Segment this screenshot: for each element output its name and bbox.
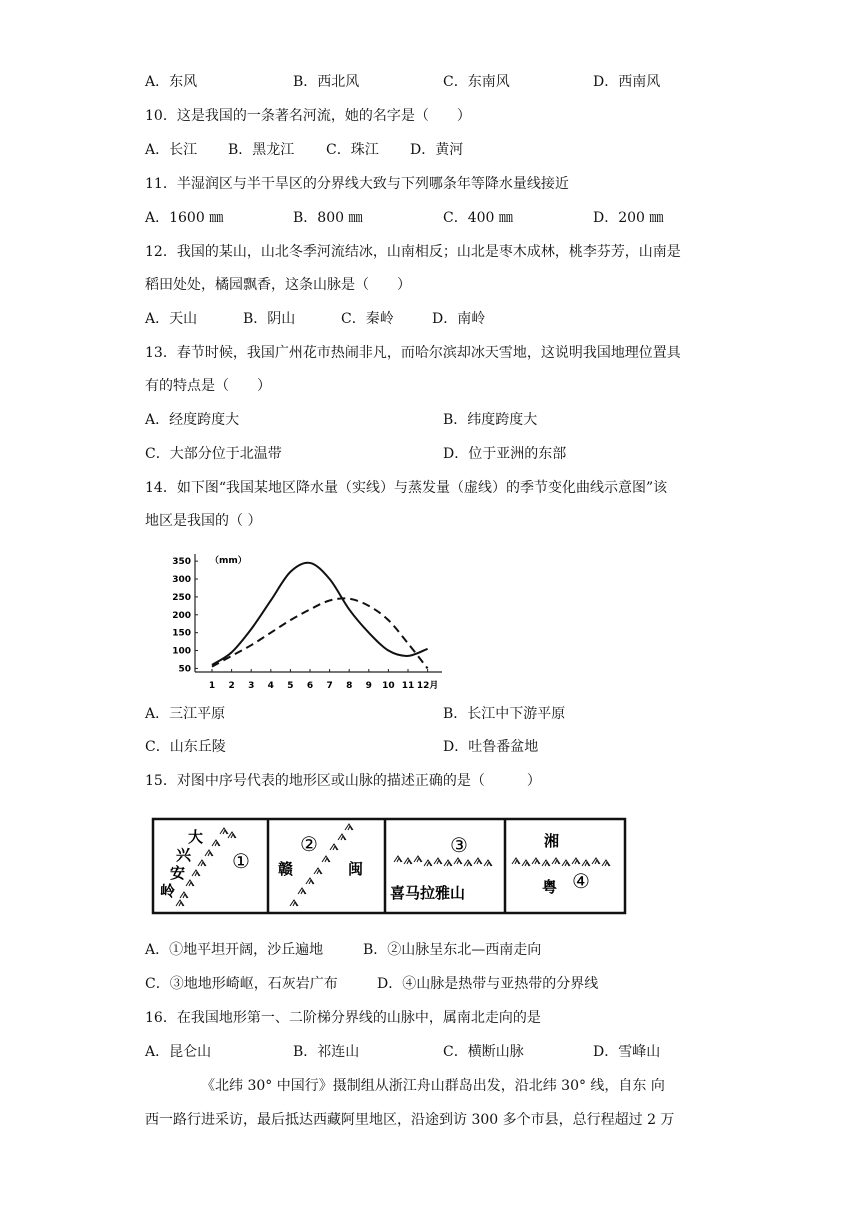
y-tick-label: 50 bbox=[178, 664, 191, 675]
q13-stem-line1: 13．春节时候，我国广州花市热闹非凡，而哈尔滨却冰天雪地，这说明我国地理位置具 bbox=[145, 345, 681, 361]
terrain-panels-figure bbox=[150, 816, 628, 916]
q15-stem: 15．对图中序号代表的地形区或山脉的描述正确的是（ ） bbox=[145, 773, 541, 789]
q12-option-a: A．天山 bbox=[145, 311, 198, 327]
q16-option-a: A．昆仑山 bbox=[145, 1044, 212, 1060]
panel-1-char-2: 兴 bbox=[176, 846, 192, 864]
q10-option-c: C．珠江 bbox=[326, 142, 379, 158]
q9-option-c: C．东南风 bbox=[443, 74, 510, 90]
precipitation-line bbox=[212, 563, 428, 665]
q16-stem: 16．在我国地形第一、二阶梯分界线的山脉中，属南北走向的是 bbox=[145, 1010, 541, 1026]
panel-2-right-label: 闽 bbox=[348, 860, 364, 878]
panel-1-char-1: 大 bbox=[188, 828, 204, 846]
evaporation-line bbox=[212, 598, 428, 668]
q15-option-b: B．②山脉呈东北—西南走向 bbox=[363, 942, 542, 958]
y-tick-label: 350 bbox=[172, 557, 191, 568]
panel-3-mountains bbox=[394, 856, 492, 866]
panel-4-bottom-label: 粤 bbox=[542, 878, 558, 896]
q14-stem-line1: 14．如下图“我国某地区降水量（实线）与蒸发量（虚线）的季节变化曲线示意图”该 bbox=[145, 480, 668, 496]
x-tick-label: 3 bbox=[248, 681, 255, 691]
q11-option-d: D．200 ㎜ bbox=[593, 210, 664, 226]
panel-3-label: 喜马拉雅山 bbox=[390, 884, 466, 902]
panel-4-mountains bbox=[512, 858, 610, 866]
x-tick-label: 5 bbox=[287, 681, 294, 691]
panel-3-number: ③ bbox=[450, 833, 468, 857]
x-tick-label: 1 bbox=[208, 681, 216, 691]
q14-stem-line2: 地区是我国的（ ） bbox=[145, 513, 262, 529]
q12-option-b: B．阴山 bbox=[243, 311, 296, 327]
q13-option-d: D．位于亚洲的东部 bbox=[443, 446, 567, 462]
panel-4-number: ④ bbox=[572, 869, 590, 893]
q12-stem-line2: 稻田处处，橘园飘香，这条山脉是（ ） bbox=[145, 277, 411, 293]
passage-line-2: 西一路行进采访，最后抵达西藏阿里地区，沿途到访 300 多个市县，总行程超过 2 万 bbox=[145, 1112, 675, 1128]
terrain-panels-svg bbox=[150, 816, 628, 916]
q9-option-d: D．西南风 bbox=[593, 74, 661, 90]
q13-stem-line2: 有的特点是（ ） bbox=[145, 378, 271, 394]
passage-line-1: 《北纬 30° 中国行》摄制组从浙江舟山群岛出发，沿北纬 30° 线，自东 向 bbox=[201, 1078, 665, 1094]
q13-option-b: B．纬度跨度大 bbox=[443, 412, 538, 428]
q13-option-a: A．经度跨度大 bbox=[145, 412, 240, 428]
x-tick-label: 12月 bbox=[416, 681, 439, 691]
q12-option-d: D．南岭 bbox=[432, 311, 486, 327]
x-tick-label: 7 bbox=[326, 681, 333, 691]
panel-1-char-4: 岭 bbox=[160, 882, 176, 900]
panel-1-char-3: 安 bbox=[170, 864, 186, 882]
q16-option-b: B．祁连山 bbox=[293, 1044, 360, 1060]
q11-option-b: B．800 ㎜ bbox=[293, 210, 363, 226]
q14-option-b: B．长江中下游平原 bbox=[443, 706, 566, 722]
x-tick-label: 11 bbox=[401, 681, 415, 691]
q10-stem: 10．这是我国的一条著名河流，她的名字是（ ） bbox=[145, 108, 471, 124]
q11-option-a: A．1600 ㎜ bbox=[145, 210, 224, 226]
y-tick-label: 250 bbox=[172, 592, 191, 603]
q14-option-c: C．山东丘陵 bbox=[145, 739, 226, 755]
y-tick-label: 100 bbox=[172, 646, 191, 657]
y-tick-label: 200 bbox=[172, 610, 191, 621]
x-tick-label: 2 bbox=[228, 681, 235, 691]
q13-option-c: C．大部分位于北温带 bbox=[145, 446, 282, 462]
precipitation-evaporation-chart bbox=[160, 546, 450, 696]
x-tick-label: 8 bbox=[346, 681, 353, 691]
q15-option-d: D．④山脉是热带与亚热带的分界线 bbox=[377, 976, 599, 992]
x-tick-label: 6 bbox=[306, 681, 314, 691]
x-tick-label: 4 bbox=[267, 681, 274, 691]
q14-option-d: D．吐鲁番盆地 bbox=[443, 739, 539, 755]
q10-option-a: A．长江 bbox=[145, 142, 198, 158]
q16-option-d: D．雪峰山 bbox=[593, 1044, 661, 1060]
unit-label: （mm） bbox=[210, 556, 247, 566]
q12-stem-line1: 12．我国的某山，山北冬季河流结冰，山南相反；山北是枣木成林，桃李芬芳，山南是 bbox=[145, 244, 681, 260]
q10-option-b: B．黑龙江 bbox=[228, 142, 295, 158]
q9-option-a: A．东风 bbox=[145, 74, 198, 90]
y-tick-label: 150 bbox=[172, 628, 191, 639]
chart-svg bbox=[160, 546, 450, 696]
q9-option-b: B．西北风 bbox=[293, 74, 360, 90]
q15-option-a: A．①地平坦开阔，沙丘遍地 bbox=[145, 942, 324, 958]
x-tick-label: 9 bbox=[365, 681, 372, 691]
panel-4-top-label: 湘 bbox=[544, 832, 560, 850]
x-tick-label: 10 bbox=[382, 681, 395, 691]
panel-2-number: ② bbox=[300, 832, 318, 856]
q14-option-a: A．三江平原 bbox=[145, 706, 226, 722]
q12-option-c: C．秦岭 bbox=[341, 311, 394, 327]
q11-stem: 11．半湿润区与半干旱区的分界线大致与下列哪条年等降水量线接近 bbox=[145, 176, 569, 192]
y-tick-label: 300 bbox=[172, 575, 191, 586]
q16-option-c: C．横断山脉 bbox=[443, 1044, 524, 1060]
q11-option-c: C．400 ㎜ bbox=[443, 210, 513, 226]
panel-1-number: ① bbox=[232, 849, 250, 873]
q15-option-c: C．③地地形崎岖，石灰岩广布 bbox=[145, 976, 338, 992]
q10-option-d: D．黄河 bbox=[410, 142, 464, 158]
panel-2-left-label: 赣 bbox=[278, 860, 294, 878]
